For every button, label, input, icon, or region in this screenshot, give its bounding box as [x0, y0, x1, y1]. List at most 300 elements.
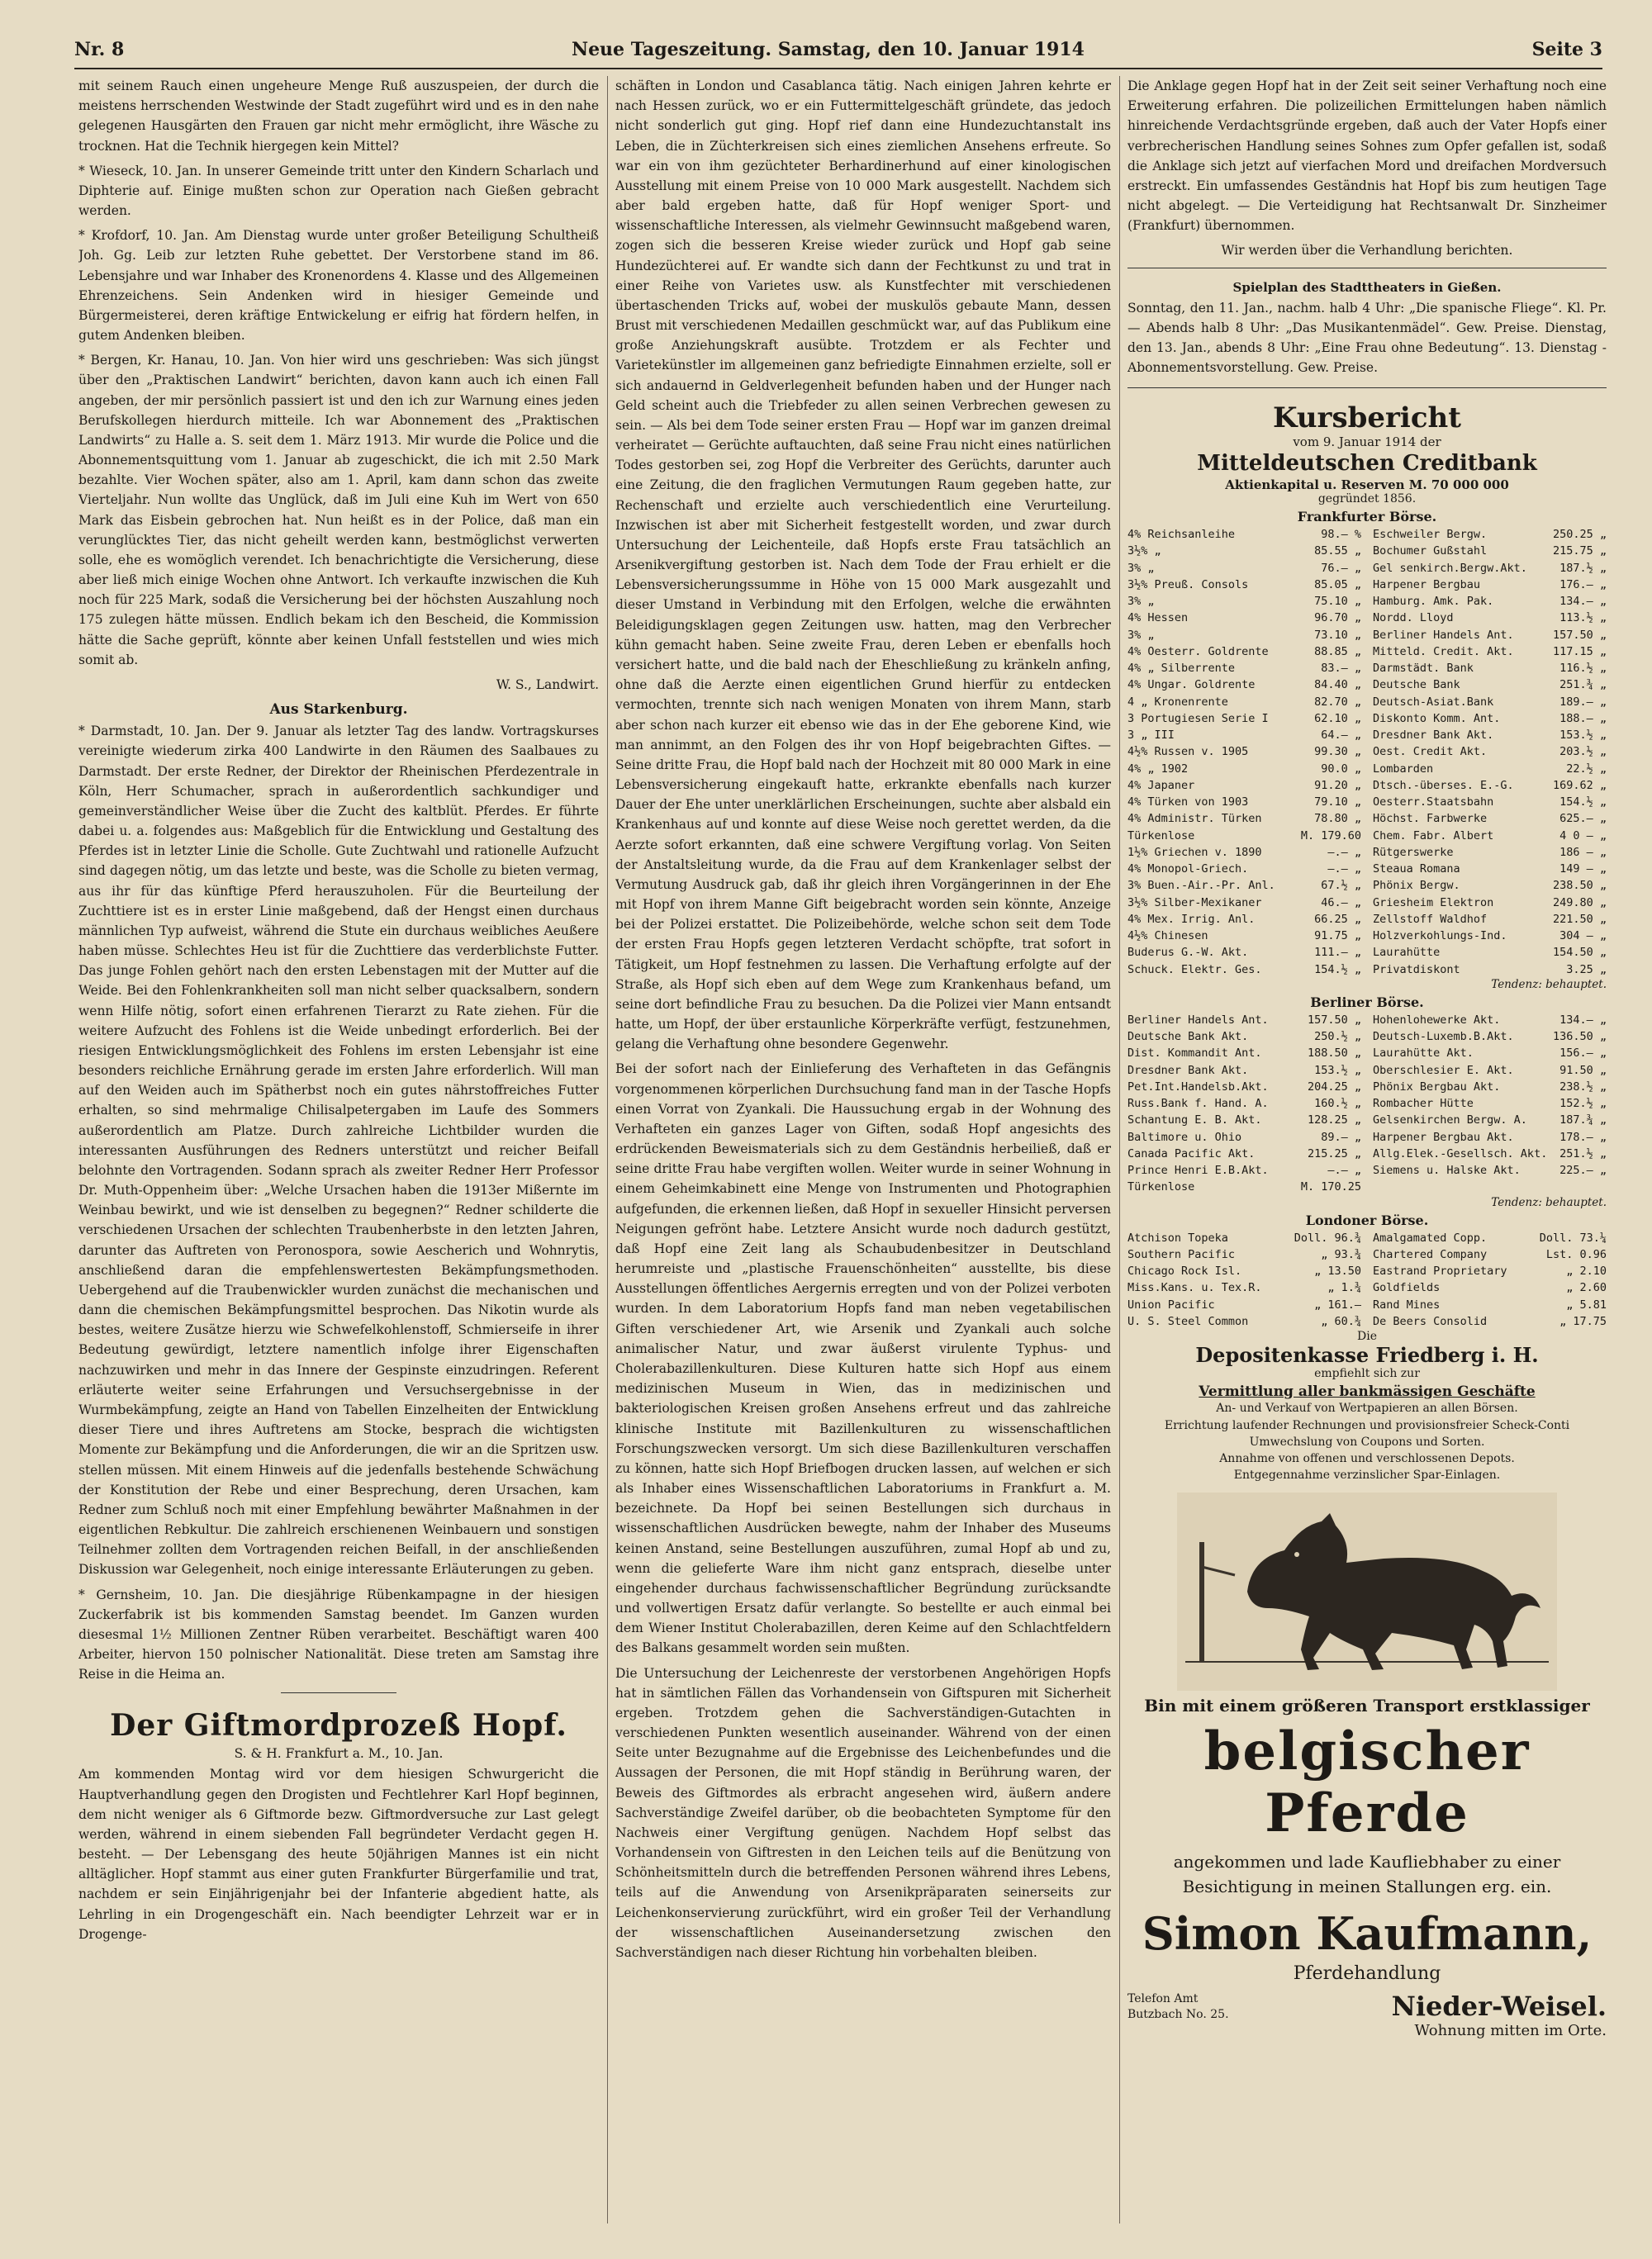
quote-security: Darmstädt. Bank — [1373, 662, 1474, 676]
quote-security: 3½% „ — [1127, 544, 1161, 558]
quote-security: 4½% Chinesen — [1127, 929, 1208, 943]
quote-security: Hohenlohewerke Akt. — [1373, 1013, 1501, 1027]
quote-security: 3% „ — [1127, 628, 1155, 642]
quote-security: 4% Reichsanleihe — [1127, 528, 1236, 542]
quote-value: Doll. 96.¾ — [1294, 1231, 1361, 1245]
quote-row — [1127, 1230, 1361, 1246]
article-bergen-signature: W. S., Landwirt. — [496, 676, 599, 692]
quote-security: Miss.Kans. u. Tex.R. — [1127, 1281, 1262, 1295]
quote-value: 22.½ „ — [1566, 762, 1607, 776]
quote-security: Chem. Fabr. Albert — [1373, 828, 1494, 842]
horse-ad-telephone: Telefon Amt Butzbach No. 25. — [1127, 1992, 1229, 2021]
quote-row — [1127, 577, 1361, 593]
london-table-right — [1373, 1230, 1607, 1331]
bank-capital: Aktienkapital u. Reserven M. 70 000 000 — [1225, 477, 1509, 493]
quote-row — [1127, 743, 1361, 760]
page-number-right: Seite 3 — [1531, 39, 1602, 60]
quote-security: Schantung E. B. Akt. — [1127, 1113, 1262, 1127]
deposit-line: An- und Verkauf von Wertpapieren an allen Börsen. — [1216, 1402, 1518, 1416]
theater-program: Sonntag, den 11. Jan., nachm. halb 4 Uhr: „Die spanische Fliege“. Kl. Pr. — Abends halb 8 Uhr: „Das Musikantenmädel“. Gew. Preise. Dienstag, den 13. Jan., abends 8 Uhr: „Eine Frau ohne Bedeutung“. 13. Dienstag - Abonnementsvorstellung. Gew. Preise. — [1127, 300, 1607, 376]
quote-value: 128.25 „ — [1307, 1113, 1361, 1127]
quote-row — [1373, 710, 1607, 727]
quote-value: „ 161.— — [1314, 1298, 1361, 1312]
quote-value: 204.25 „ — [1307, 1080, 1361, 1094]
quote-value: 91.20 „ — [1314, 778, 1361, 792]
theater-title: Spielplan des Stadttheaters in Gießen. — [1232, 279, 1502, 295]
deposit-title: Depositenkasse Friedberg i. H. — [1195, 1343, 1539, 1368]
quote-row — [1373, 1246, 1607, 1263]
quote-value: 249.80 „ — [1552, 895, 1607, 909]
quote-row — [1373, 1162, 1607, 1179]
quote-row — [1373, 676, 1607, 693]
quote-value: 99.30 „ — [1314, 745, 1361, 759]
quote-row — [1373, 1079, 1607, 1095]
quote-row — [1127, 828, 1361, 844]
quote-value: 79.10 „ — [1314, 795, 1361, 809]
quote-row — [1373, 1146, 1607, 1162]
quote-row — [1373, 526, 1607, 543]
deposit-line: Entgegennahme verzinslicher Spar-Einlagen. — [1233, 1469, 1501, 1483]
kursbericht-title: Kursbericht — [1273, 401, 1461, 435]
quote-value: 152.½ „ — [1559, 1097, 1607, 1111]
quote-row — [1127, 1279, 1361, 1296]
quote-value: 78.80 „ — [1314, 812, 1361, 826]
quote-row — [1127, 810, 1361, 827]
berlin-table-right — [1373, 1012, 1607, 1196]
quote-security: De Beers Consolid — [1373, 1314, 1488, 1328]
quote-security: 3 „ III — [1127, 728, 1175, 743]
quote-security: Deutsche Bank — [1373, 678, 1460, 692]
quote-value: „ 17.75 — [1559, 1314, 1607, 1328]
deposit-line: Annahme von offenen und verschlossenen Depots. — [1219, 1452, 1515, 1466]
quote-value: 250.25 „ — [1552, 528, 1607, 542]
quote-security: Prince Henri E.B.Akt. — [1127, 1164, 1269, 1178]
quote-value: 157.50 „ — [1307, 1013, 1361, 1027]
deposit-sub: empfiehlt sich zur — [1314, 1367, 1420, 1381]
quote-row — [1373, 1045, 1607, 1061]
quote-value: 153.½ „ — [1559, 728, 1607, 743]
quote-value: „ 2.10 — [1566, 1265, 1607, 1279]
quote-security: Türkenlose — [1127, 1180, 1195, 1194]
quote-security: Berliner Handels Ant. — [1373, 628, 1514, 642]
article-hopf-intro: Am kommenden Montag wird vor dem hiesigen Schwurgericht die Hauptverhandlung gegen den Drogisten und Fechtlehrer Karl Hopf beginnen, dem nicht weniger als 6 Giftmorde bezw. Giftmordversuche zur Last gelegt werden, während in einem siebenden Fall begründeter Verdacht gegen H. besteht. — Der Lebensgang des heute 50jährigen Mannes ist ein nicht alltäglicher. Hopf stammt aus einer guten Frankfurter Bürgerfamilie und trat, nachdem er sein Einjährigenjahr bei der Infanterie abgedient hatte, als Lehrling in ein Drogengeschäft ein. Nach beendigter Lehrzeit war er in Drogenge- — [78, 1767, 599, 1942]
quote-row — [1127, 660, 1361, 676]
headline-giftmord: Der Giftmordprozeß Hopf. — [110, 1708, 567, 1744]
quote-security: 4% Mex. Irrig. Anl. — [1127, 912, 1256, 926]
quote-row — [1373, 911, 1607, 928]
quote-value: 238.½ „ — [1559, 1080, 1607, 1094]
quote-value: 62.10 „ — [1314, 711, 1361, 725]
london-table-left — [1127, 1230, 1361, 1331]
quote-value: „ 2.60 — [1566, 1281, 1607, 1295]
quote-security: 4% Hessen — [1127, 611, 1189, 625]
quote-value: 3.25 „ — [1566, 962, 1607, 976]
quote-value: 76.— „ — [1321, 561, 1361, 575]
quote-value: 75.10 „ — [1314, 595, 1361, 609]
deposit-line: Umwechslung von Coupons und Sorten. — [1249, 1435, 1485, 1449]
article-rauch: mit seinem Rauch einen ungeheure Menge Ruß auszuspeien, der durch die meistens herrschenden Westwinde der Stadt zugeführt wird und es in den nahe gelegenen Hausgärten den Frauen gar nicht mehr ermöglicht, ihre Wäsche zu trocknen. Hat die Technik hiergegen kein Mittel? — [78, 78, 599, 154]
article-hopf-part3: Die Untersuchung der Leichenreste der verstorbenen Angehörigen Hopfs hat in sämtlichen Fällen das Vorhandensein von Giftspuren mit Sicherheit ergeben. Trotzdem gehen die Sachverständigen-Gutachten in verschiedenen Punkten wesentlich auseinander. Während von der einen Seite unter Bezugnahme auf die Ergebnisse des Leichenbefundes und die Aussagen der Personen, die mit Hopf ständig in Berührung waren, der Beweis des Giftmordes als erbracht angesehen wird, äußern andere Sachverständige Zweifel darüber, ob die beobachteten Symptome für den Nachweis einer Vergiftung genügen. Nachdem Hopf selbst das Vorhandensein von Giftresten in den Leichen teils auf die Benützung von Schönheitsmitteln durch die betreffenden Personen während ihres Lebens, teils auf die Anwendung von Arsenikpräparaten seinerseits zur Leichenkonservierung zurückführt, wird ein großer Teil der Verhandlung der wissenschaftlichen Auseinandersetzung zwischen den Sachverständigen nach dieser Richtung hin vorbehalten bleiben. — [615, 1665, 1111, 1960]
quote-row — [1127, 1012, 1361, 1028]
quote-value: 187.½ „ — [1559, 561, 1607, 575]
quote-row — [1127, 1028, 1361, 1045]
quote-row — [1373, 1129, 1607, 1146]
horse-ad-trade: Pferdehandlung — [1293, 1962, 1441, 1984]
quote-security: Dresdner Bank Akt. — [1127, 1063, 1249, 1077]
article-bergen: * Bergen, Kr. Hanau, 10. Jan. Von hier wird uns geschrieben: Was sich jüngst über den „Praktischen Landwirt“ berichten, davon kann auch ich einen Fall angeben, der mir persönlich passiert ist und den ich zur Warnung eines jeden Berufskollegen hierdurch mitteile. Ich war Abonnement des „Praktischen Landwirts“ zu Halle a. S. seit dem 1. März 1913. Mir wurde die Police und die Abonnementsquittung vom 1. Januar ab zugeschickt, die ich mit 2.50 Mark bezahlte. Vier Wochen später, also am 1. April, kam dann schon das zweite Vierteljahr. Nun wollte das Unglück, daß im Juli eine Kuh im Wert von 650 Mark das Eisbein gebrochen hat. Nun heißt es in der Police, daß man ein verunglücktes Tier, das nicht geheilt werden kann, bestmöglichst verwerten solle, ehe es womöglich verendet. Ich benachrichtigte die Versicherung, diese aber ließ mich einige Wochen ohne Antwort. Ich verkaufte inzwischen die Kuh noch für 225 Mark, sodaß die Versicherung bei der höchsten Auszahlung noch 175 zulegen hätte müssen. Endlich bekam ich den Bescheid, die Kommission hätte die Sache geprüft, könnte aber keinen Unfall feststellen und wies mich somit ab. — [78, 353, 599, 667]
quote-row — [1373, 1062, 1607, 1079]
quote-security: 4 „ Kronenrente — [1127, 695, 1228, 709]
quote-security: 4% Administr. Türken — [1127, 812, 1262, 826]
column-3 — [1127, 76, 1607, 2240]
quote-value: 83.— „ — [1321, 662, 1361, 676]
quote-row — [1373, 928, 1607, 944]
horse-ad-big: belgischer Pferde — [1203, 1720, 1531, 1844]
horse-ad-place: Nieder-Weisel. — [1391, 1990, 1607, 2022]
quote-row — [1127, 643, 1361, 660]
quote-value: 304 — „ — [1559, 929, 1607, 943]
quote-security: Diskonto Komm. Ant. — [1373, 711, 1501, 725]
quote-value: 251.½ „ — [1559, 1146, 1607, 1160]
quote-row — [1373, 828, 1607, 844]
quote-row — [1373, 895, 1607, 911]
quote-row — [1127, 1079, 1361, 1095]
quote-value: 84.40 „ — [1314, 678, 1361, 692]
quote-row — [1373, 643, 1607, 660]
quote-value: 136.50 „ — [1552, 1030, 1607, 1044]
kursbericht — [1127, 401, 1607, 1330]
horse-ad-name: Simon Kaufmann, — [1142, 1906, 1593, 1960]
quote-security: Berliner Handels Ant. — [1127, 1013, 1269, 1027]
article-hopf-closing: Wir werden über die Verhandlung berichten. — [1221, 243, 1513, 259]
quote-row — [1373, 944, 1607, 961]
quote-security: Harpener Bergbau Akt. — [1373, 1130, 1514, 1144]
article-darmstadt: * Darmstadt, 10. Jan. Der 9. Januar als letzter Tag des landw. Vortragskurses vereinigte wiederum zirka 400 Landwirte in den Räumen des Saalbaues zu Darmstadt. Der erste Redner, der Direktor der Rheinischen Pferdezentrale in Köln, Herr Schumacher, sprach in außerordentlich sachkundiger und gemeinverständlicher Weise über die Zucht des kaltblüt. Pferdes. Er führte dabei u. a. folgendes aus: Maßgeblich für die Entwicklung und Gestaltung des Pferdes ist in letzter Linie die Scholle. Gute Zuchtwahl und rationelle Aufzucht sind dagegen nötig, um das letzte und beste, was die Scholle zu bieten vermag, aus ihr für das künftige Pferd herauszuholen. Für die Beurteilung der Zuchttiere ist es in erster Linie maßgebend, daß der Hengst einen durchaus männlichen Typ aufweist, während die Stute ein durchaus weibliches Aeußere haben müsse. Schlechtes Heu ist für die Zuchttiere das verderblichste Futter. Das junge Fohlen gehört nach den ersten Lebenstagen mit der Mutter auf die Weide. Bei den Fohlenkrankheiten soll man nicht selber quacksalbern, sondern wenn Hilfe nötig, sofort einen erfahrenen Tierarzt zu Rate ziehen. Für die weitere Aufzucht des Fohlens ist die Weide unbedingt erforderlich. Bei der riesigen Entwicklungsmöglichkeit des Fohlens im ersten Lebensjahr ist eine besonders reichliche Ernährung gerade im ersten Jahre erforderlich. Will man auf den Weiden auch im Spätherbst noch ein gutes nährstoffreiches Futter erhalten, so sind mehrmalige Chilisalpetergaben im Laufe des Sommers außerordentlich am Platze. Durch zahlreiche Lichtbilder wurden die interessanten Ausführungen des Redners unterstützt und reicher Beifall belohnte den Vortragenden. Sodann sprach als zweiter Redner Herr Professor Dr. Muth-Oppenheim über: „Welche Ursachen haben die 1913er Mißernte im Weinbau bewirkt, und wie ist denselben zu begegnen?“ Redner schilderte die verschiedenen Ursachen der schlechten Traubenherbste in den letzten Jahren, darunter das Auftreten von Peronospora, sowie Aescherich und Wohnrytis, anschließend daran die empfehlenswertesten Bekämpfungsmethoden. Uebergehend auf die Traubenwickler wurden zunächst die mechanischen und dann die chemischen Bekämpfungsmittel besprochen. Das Nikotin wurde als bestes, weitere Zusätze hierzu wie Schwefelkohlenstoff, Schmierseife in ihrer Bedeutung gewürdigt, letztere namentlich infolge ihrer Eigenschaften nachzuwirken und mehr in das Innere der Gespinste einzudringen. Referent erläuterte weiter seine Erfahrungen und Versuchsergebnisse in der Wurmbekämpfung, zeigte an Hand von Tabellen Einzelheiten der Entwicklung dieser Tiere und ihres Auftretens am Stocke, besprach die wichtigsten Momente zur Bekämpfung und die Anforderungen, die wir an die Spritzen usw. stellen müssen. Mit einem Hinweis auf die jedenfalls bestehende Schwächung der Konstitution der Rebe und einer Besprechung, deren Ursachen, kam Redner zum Schluß noch mit einer Empfehlung bewährter Maßnahmen in der eigentlichen Rebkultur. Die zahlreich erschienenen Weinbauern und sonstigen Teilnehmer zollten dem Vortragenden reichen Beifall, in der anschließenden Diskussion war Gelegenheit, noch einige interessante Erläuterungen zu geben. — [78, 724, 599, 1578]
quote-row — [1127, 861, 1361, 877]
quote-row — [1373, 593, 1607, 610]
quote-row — [1127, 1162, 1361, 1179]
quote-value: 85.05 „ — [1314, 577, 1361, 591]
quote-row — [1127, 1297, 1361, 1313]
quote-security: 1½% Griechen v. 1890 — [1127, 845, 1262, 859]
quote-row — [1373, 543, 1607, 559]
quote-security: Oberschlesier E. Akt. — [1373, 1063, 1514, 1077]
quote-security: 4% Ungar. Goldrente — [1127, 678, 1256, 692]
quote-security: Amalgamated Copp. — [1373, 1231, 1488, 1245]
dateline-frankfurt: S. & H. Frankfurt a. M., 10. Jan. — [234, 1746, 444, 1762]
quote-value: 156.— „ — [1559, 1046, 1607, 1061]
quote-value: 169.62 „ — [1552, 778, 1607, 792]
bank-name: Mitteldeutschen Creditbank — [1197, 451, 1537, 477]
quote-value: „ 13.50 — [1314, 1265, 1361, 1279]
quote-value: 98.— % — [1321, 528, 1361, 542]
page-number-left: Nr. 8 — [74, 39, 125, 60]
quote-security: 4% „ Silberrente — [1127, 662, 1236, 676]
quote-value: 64.— „ — [1321, 728, 1361, 743]
quote-security: 4% Oesterr. Goldrente — [1127, 644, 1269, 658]
quote-security: Buderus G.-W. Akt. — [1127, 946, 1249, 960]
quote-row — [1373, 1012, 1607, 1028]
frankfurt-title: Frankfurter Börse. — [1297, 509, 1437, 525]
quote-security: 4% „ 1902 — [1127, 762, 1189, 776]
quote-value: 154.½ „ — [1559, 795, 1607, 809]
quote-security: Schuck. Elektr. Ges. — [1127, 962, 1262, 976]
quote-row — [1373, 560, 1607, 577]
quote-row — [1127, 627, 1361, 643]
quote-value: 187.¾ „ — [1559, 1113, 1607, 1127]
quote-row — [1373, 1279, 1607, 1296]
quote-value: 250.½ „ — [1314, 1030, 1361, 1044]
quote-security: Nordd. Lloyd — [1373, 611, 1454, 625]
quote-security: Harpener Bergbau — [1373, 577, 1481, 591]
quote-value: Lst. 0.96 — [1545, 1247, 1607, 1261]
quote-row — [1127, 1179, 1361, 1195]
quote-row — [1373, 1028, 1607, 1045]
quote-value: 67.½ „ — [1321, 879, 1361, 893]
deposit-line: Errichtung laufender Rechnungen und provisionsfreier Scheck-Conti — [1164, 1418, 1570, 1432]
quote-value: 153.½ „ — [1314, 1063, 1361, 1077]
quote-row — [1127, 1112, 1361, 1128]
quote-security: Laurahütte — [1373, 946, 1441, 960]
quote-value: M. 170.25 — [1300, 1180, 1361, 1194]
quote-security: Allg.Elek.-Gesellsch. Akt. — [1373, 1146, 1548, 1160]
quote-value: 176.— „ — [1559, 577, 1607, 591]
kursbericht-date: vom 9. Januar 1914 der — [1293, 434, 1441, 450]
quote-value: 178.— „ — [1559, 1130, 1607, 1144]
quote-value: „ 93.¾ — [1321, 1247, 1361, 1261]
horse-ad-footer — [1127, 1991, 1607, 2022]
quote-row — [1127, 593, 1361, 610]
quote-row — [1127, 1062, 1361, 1079]
quote-value: 154.½ „ — [1314, 962, 1361, 976]
quote-row — [1373, 1095, 1607, 1112]
quote-value: 73.10 „ — [1314, 628, 1361, 642]
quote-value: Doll. 73.¼ — [1539, 1231, 1607, 1245]
quote-security: Rand Mines — [1373, 1298, 1441, 1312]
column-2 — [615, 76, 1111, 2240]
quote-security: Oesterr.Staatsbahn — [1373, 795, 1494, 809]
quote-security: Privatdiskont — [1373, 962, 1460, 976]
quote-value: —.— „ — [1327, 845, 1361, 859]
section-starkenburg: Aus Starkenburg. — [269, 701, 408, 719]
quote-value: 116.½ „ — [1559, 662, 1607, 676]
quote-row — [1373, 1313, 1607, 1330]
quote-security: Pet.Int.Handelsb.Akt. — [1127, 1080, 1269, 1094]
masthead-date: Neue Tageszeitung. Samstag, den 10. Januar 1914 — [571, 39, 1085, 60]
quote-security: Griesheim Elektron — [1373, 895, 1494, 909]
horse-ad-line1: Bin mit einem größeren Transport erstklassiger — [1144, 1695, 1590, 1716]
quote-security: Dist. Kommandit Ant. — [1127, 1046, 1262, 1061]
quote-security: Union Pacific — [1127, 1298, 1215, 1312]
header-rule — [74, 68, 1602, 69]
quote-row — [1127, 1246, 1361, 1263]
quote-value: 625.— „ — [1559, 812, 1607, 826]
frankfurt-table — [1127, 526, 1607, 978]
quote-security: 3% „ — [1127, 561, 1155, 575]
quote-value: 189.— „ — [1559, 695, 1607, 709]
divider — [281, 1692, 396, 1693]
quote-value: 238.50 „ — [1552, 879, 1607, 893]
quote-security: 4% Japaner — [1127, 778, 1195, 792]
quote-security: Baltimore u. Ohio — [1127, 1130, 1242, 1144]
quote-value: 154.50 „ — [1552, 946, 1607, 960]
quote-security: Phönix Bergw. — [1373, 879, 1460, 893]
quote-row — [1373, 727, 1607, 743]
quote-row — [1127, 777, 1361, 794]
quote-value: 225.— „ — [1559, 1164, 1607, 1178]
quote-row — [1373, 761, 1607, 777]
quote-value: 149 — „ — [1559, 862, 1607, 876]
article-hopf-part2: Bei der sofort nach der Einlieferung des Verhafteten in das Gefängnis vorgenommenen körperlichen Durchsuchung fand man in der Tasche Hopfs einen Vorrat von Zyankali. Die Haussuchung ergab in der Wohnung des Verhafteten ein ganzes Lager von Giften, sodaß Hopf angesichts des erdrückenden Beweismaterials sich zu dem Geständnis herbeiließ, daß er seine dritte Frau habe vergiften wollen. Weiter wurde in seiner Wohnung in einem Geheimkabinett eine Menge von Instrumenten und Photographien aufgefunden, die erkennen ließen, daß Hopf in sexueller Hinsicht perversen Neigungen gefrönt habe. Letztere Ansicht wurde noch dadurch gestützt, daß Hopf eine Zeit lang als Schaubudenbesitzer in Deutschland herumreiste und „plastische Frauenschönheiten“ ausstellte, bis diese Ausstellungen öffentliches Aergernis erregten und von der Polizei verboten wurden. In dem Laboratorium Hopfs fand man neben vegetabilischen Giften verschiedener Art, wie Arsenik und Zyankali auch solche animalischer Natur, und zwar äußerst virulente Typhus- und Cholerabazillenkulturen. Diese Kulturen hatte sich Hopf aus einem medizinischen Museum in Wien, das in medizinischen und bakteriologischen Kreisen großen Ansehens erfreut und das zahlreiche klinische Institute mit Bazillenkulturen zu wissenschaftlichen Forschungszwecken versorgt. Um sich diese Bazillenkulturen verschaffen zu können, hatte sich Hopf Briefbogen drucken lassen, auf welchen er sich als Inhaber eines Wissenschaftlichen Laboratoriums in Frankfurt a. M. bezeichnete. Da Hopf bei seinen Bestellungen sich durchaus in wissenschaftlichen Ausdrücken bewegte, nahm der Inhaber des Museums keinen Anstand, seine Bestellungen auszuführen, zumal Hopf ab und zu, wenn die gelieferte Ware ihm nicht ganz entsprach, dieselbe unter eingehender durchaus fachwissenschaftlicher Begründung zurücksandte und vollwertigen Ersatz dafür verlangte. So bestellte er auch einmal bei dem Wiener Institut Cholerabazillen, deren Keime auf den Schlachtfeldern des Balkans gesammelt worden sein mußten. — [615, 1061, 1111, 1656]
quote-value: 215.75 „ — [1552, 544, 1607, 558]
frankfurt-table-right — [1373, 526, 1607, 978]
quote-value: 157.50 „ — [1552, 628, 1607, 642]
london-table — [1127, 1230, 1607, 1331]
quote-row — [1373, 694, 1607, 710]
quote-value: 188.— „ — [1559, 711, 1607, 725]
quote-security: Bochumer Gußstahl — [1373, 544, 1488, 558]
quote-security: 4% Monopol-Griech. — [1127, 862, 1249, 876]
quote-security: Eastrand Proprietary — [1373, 1265, 1507, 1279]
quote-value: 111.— „ — [1314, 946, 1361, 960]
quote-security: Holzverkohlungs-Ind. — [1373, 929, 1507, 943]
quote-security: Oest. Credit Akt. — [1373, 745, 1488, 759]
quote-row — [1127, 727, 1361, 743]
berlin-table — [1127, 1012, 1607, 1196]
quote-row — [1127, 895, 1361, 911]
quote-value: 186 — „ — [1559, 845, 1607, 859]
quote-security: Chicago Rock Isl. — [1127, 1265, 1242, 1279]
quote-row — [1127, 676, 1361, 693]
quote-row — [1127, 877, 1361, 894]
quote-row — [1127, 543, 1361, 559]
quote-value: 251.¾ „ — [1559, 678, 1607, 692]
quote-security: Laurahütte Akt. — [1373, 1046, 1474, 1061]
london-title: Londoner Börse. — [1305, 1212, 1429, 1228]
berlin-title: Berliner Börse. — [1310, 994, 1424, 1010]
quote-row — [1127, 1313, 1361, 1330]
quote-security: Mitteld. Credit. Akt. — [1373, 644, 1514, 658]
quote-row — [1127, 911, 1361, 928]
quote-value: —.— „ — [1327, 862, 1361, 876]
quote-value: 82.70 „ — [1314, 695, 1361, 709]
column-rule-1 — [607, 76, 608, 2223]
quote-security: 3% Buen.-Air.-Pr. Anl. — [1127, 879, 1275, 893]
quote-security: Chartered Company — [1373, 1247, 1488, 1261]
quote-security: Gelsenkirchen Bergw. A. — [1373, 1113, 1527, 1127]
quote-value: 96.70 „ — [1314, 611, 1361, 625]
quote-row — [1127, 844, 1361, 861]
quote-value: 134.— „ — [1559, 595, 1607, 609]
quote-value: 89.— „ — [1321, 1130, 1361, 1144]
quote-row — [1127, 961, 1361, 978]
column-1 — [78, 76, 599, 2240]
quote-security: Rombacher Hütte — [1373, 1097, 1474, 1111]
quote-value: 88.85 „ — [1314, 644, 1361, 658]
quote-value: 91.50 „ — [1559, 1063, 1607, 1077]
quote-row — [1127, 710, 1361, 727]
deposit-headline: Vermittlung aller bankmässigen Geschäfte — [1199, 1383, 1536, 1401]
quote-security: Dtsch.-überses. E.-G. — [1373, 778, 1514, 792]
quote-row — [1373, 810, 1607, 827]
quote-security: 4% Türken von 1903 — [1127, 795, 1249, 809]
quote-security: Deutsche Bank Akt. — [1127, 1030, 1249, 1044]
quote-value: 90.0 „ — [1321, 762, 1361, 776]
berlin-table-left — [1127, 1012, 1361, 1196]
quote-security: Eschweiler Bergw. — [1373, 528, 1488, 542]
quote-security: Siemens u. Halske Akt. — [1373, 1164, 1521, 1178]
quote-security: U. S. Steel Common — [1127, 1314, 1249, 1328]
quote-security: Lombarden — [1373, 762, 1434, 776]
quote-security: Hamburg. Amk. Pak. — [1373, 595, 1494, 609]
horse-ad-line2: angekommen und lade Kaufliebhaber zu einer Besichtigung in meinen Stallungen erg. ein. — [1173, 1851, 1561, 1896]
quote-security: Atchison Topeka — [1127, 1231, 1228, 1245]
page-header — [74, 33, 1602, 66]
quote-row — [1127, 694, 1361, 710]
horse-illustration — [1177, 1493, 1557, 1691]
quote-row — [1127, 1045, 1361, 1061]
quote-value: 203.½ „ — [1559, 745, 1607, 759]
quote-security: Steaua Romana — [1373, 862, 1460, 876]
quote-security: Höchst. Farbwerke — [1373, 812, 1488, 826]
horse-ad — [1127, 1493, 1607, 2039]
quote-row — [1127, 1146, 1361, 1162]
quote-row — [1373, 961, 1607, 978]
article-krofdorf: * Krofdorf, 10. Jan. Am Dienstag wurde unter großer Beteiligung Schultheiß Joh. Gg. Leib zur letzten Ruhe gebettet. Der Verstorbene stand im 86. Lebensjahre und war Inhaber des Kronenordens 4. Klasse und des Allgemeinen Ehrenzeichens. Sein Andenken wird in hiesiger Gemeinde und Bürgermeisterei, deren kräftige Entwickelung er eifrig hat fördern helfen, in gutem Andenken bleiben. — [78, 228, 599, 344]
quote-row — [1373, 743, 1607, 760]
quote-row — [1373, 1297, 1607, 1313]
quote-value: 85.55 „ — [1314, 544, 1361, 558]
quote-row — [1127, 761, 1361, 777]
quote-security: Phönix Bergbau Akt. — [1373, 1080, 1501, 1094]
quote-row — [1373, 777, 1607, 794]
quote-row — [1127, 560, 1361, 577]
quote-row — [1373, 577, 1607, 593]
quote-row — [1373, 627, 1607, 643]
quote-security: Gel senkirch.Bergw.Akt. — [1373, 561, 1527, 575]
quote-row — [1127, 1263, 1361, 1279]
theater-box — [1127, 268, 1607, 389]
quote-security: 3½% Preuß. Consols — [1127, 577, 1249, 591]
quote-value: 66.25 „ — [1314, 912, 1361, 926]
deposit-die: Die — [1357, 1330, 1377, 1344]
quote-security: Türkenlose — [1127, 828, 1195, 842]
quote-security: 3½% Silber-Mexikaner — [1127, 895, 1262, 909]
bank-founded: gegründet 1856. — [1317, 492, 1417, 506]
quote-row — [1127, 610, 1361, 626]
quote-security: Goldfields — [1373, 1281, 1441, 1295]
article-gernsheim: * Gernsheim, 10. Jan. Die diesjährige Rübenkampagne in der hiesigen Zuckerfabrik ist bis kommenden Samstag beendet. Im Ganzen wurden diesesmal 1½ Millionen Zentner Rüben verarbeitet. Beschäftigt waren 400 Arbeiter, hiervon 150 polnischer Nationalität. Diese treten am Samstag ihre Reise in die Heima an. — [78, 1587, 599, 1682]
quote-value: 113.½ „ — [1559, 611, 1607, 625]
quote-security: Southern Pacific — [1127, 1247, 1236, 1261]
quote-security: Russ.Bank f. Hand. A. — [1127, 1097, 1269, 1111]
article-wieseck: * Wieseck, 10. Jan. In unserer Gemeinde tritt unter den Kindern Scharlach und Diphterie auf. Einige mußten schon zur Operation nach Gießen gebracht werden. — [78, 163, 599, 219]
quote-row — [1127, 1129, 1361, 1146]
quote-row — [1127, 928, 1361, 944]
quote-row — [1373, 610, 1607, 626]
horse-ad-location: Wohnung mitten im Orte. — [1414, 2021, 1607, 2039]
quote-security: 3% „ — [1127, 595, 1155, 609]
quote-row — [1373, 1263, 1607, 1279]
article-hopf-part4: Die Anklage gegen Hopf hat in der Zeit seit seiner Verhaftung noch eine Erweiterung erfahren. Die polizeilichen Ermittelungen haben nämlich hinreichende Verdachtsgründe ergeben, daß auch der Vater Hopfs einer verbrecherischen Handlung seines Sohnes zum Opfer gefallen ist, sodaß die Anklage sich jetzt auf vierfachen Mord und dreifachen Mordversuch erstreckt. Ein umfassendes Geständnis hat Hopf bis zum heutigen Tage nicht abgelegt. — Die Verteidigung hat Rechtsanwalt Dr. Sinzheimer (Frankfurt) übernommen. — [1127, 78, 1607, 234]
quote-row — [1127, 526, 1361, 543]
quote-security: Canada Pacific Akt. — [1127, 1146, 1256, 1160]
quote-security: Zellstoff Waldhof — [1373, 912, 1488, 926]
quote-security: 4½% Russen v. 1905 — [1127, 745, 1249, 759]
quote-row — [1373, 861, 1607, 877]
quote-value: „ 5.81 — [1566, 1298, 1607, 1312]
deposit-ad — [1127, 1330, 1607, 1483]
